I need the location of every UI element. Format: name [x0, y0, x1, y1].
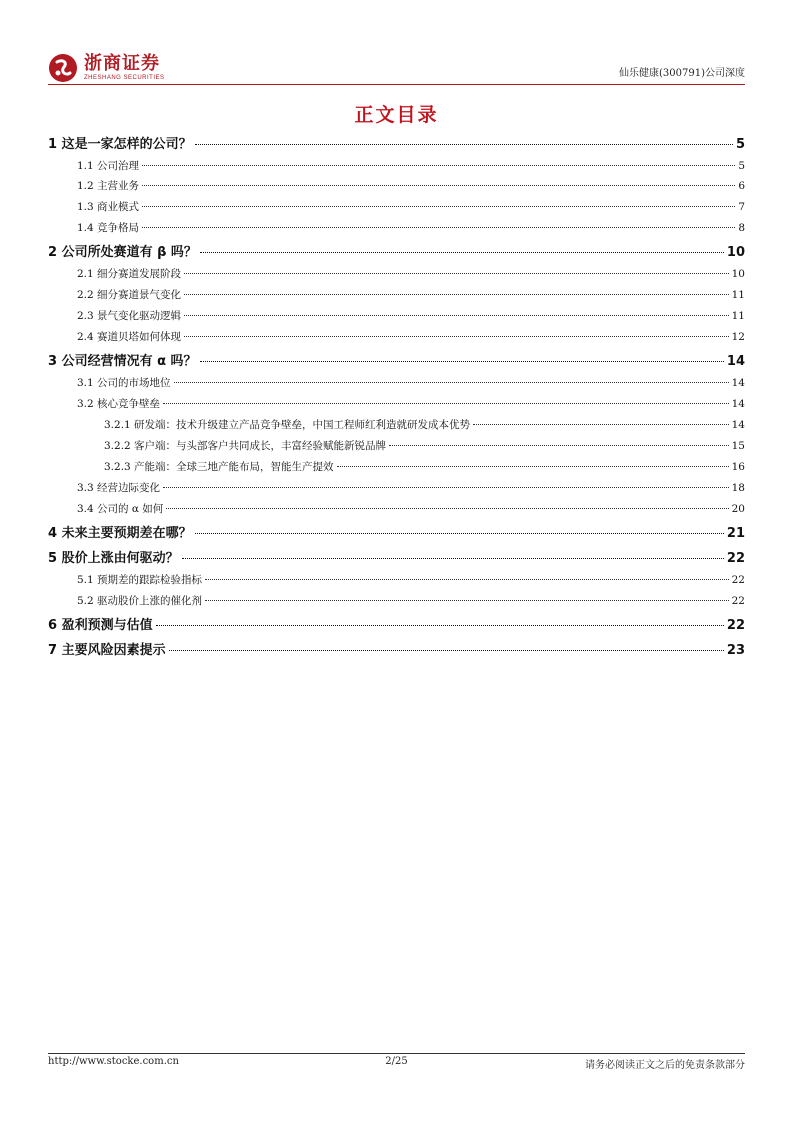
toc-page-number: 14 [726, 354, 745, 369]
page-number: 2/25 [385, 1056, 408, 1067]
toc-page-number: 16 [731, 461, 745, 473]
toc-dot-leader [142, 165, 735, 166]
toc-dot-leader [142, 206, 735, 207]
toc-dot-leader [200, 252, 724, 253]
logo-english-name: ZHESHANG SECURITIES [84, 75, 165, 81]
toc-dot-leader [389, 445, 729, 446]
toc-entry-title: 2.1 细分赛道发展阶段 [77, 268, 182, 280]
toc-subsection-entry[interactable] [48, 220, 745, 235]
toc-entry-title: 5.2 驱动股价上涨的催化剂 [77, 595, 203, 607]
toc-page-number: 14 [731, 398, 745, 410]
toc-page-number: 14 [731, 419, 745, 431]
toc-page-number: 8 [738, 222, 745, 234]
page-header [48, 50, 745, 84]
toc-entry-title: 3.4 公司的 α 如何 [77, 503, 164, 515]
toc-dot-leader [205, 579, 729, 580]
toc-page-number: 18 [731, 482, 745, 494]
toc-section-entry[interactable] [48, 522, 745, 541]
toc-entry-title: 1.1 公司治理 [77, 160, 140, 172]
toc-section-entry[interactable] [48, 547, 745, 566]
toc-dot-leader [473, 424, 729, 425]
toc-entry-title: 2 公司所处赛道有 β 吗？ [48, 245, 197, 260]
toc-subsection-entry[interactable] [48, 593, 745, 608]
toc-entry-title: 3.2.2 客户端：与头部客户共同成长，丰富经验赋能新锐品牌 [104, 440, 387, 452]
toc-dot-leader [142, 227, 735, 228]
toc-section-entry[interactable] [48, 614, 745, 633]
company-logo [48, 52, 165, 84]
footer-url-link[interactable]: http://www.stocke.com.cn [48, 1056, 179, 1067]
toc-subsection-entry[interactable] [48, 480, 745, 495]
toc-subsection-entry[interactable] [48, 266, 745, 281]
toc-subsection-entry[interactable] [48, 178, 745, 193]
toc-page-number: 22 [726, 618, 745, 633]
toc-dot-leader [156, 625, 724, 626]
toc-dot-leader [184, 336, 729, 337]
toc-subsection-entry[interactable] [48, 308, 745, 323]
toc-subsection-entry[interactable] [48, 417, 745, 432]
toc-entry-title: 1 这是一家怎样的公司？ [48, 137, 192, 152]
toc-subsection-entry[interactable] [48, 459, 745, 474]
toc-entry-title: 7 主要风险因素提示 [48, 643, 166, 658]
toc-dot-leader [200, 361, 724, 362]
toc-entry-title: 6 盈利预测与估值 [48, 618, 153, 633]
toc-dot-leader [142, 185, 735, 186]
toc-entry-title: 1.2 主营业务 [77, 180, 140, 192]
toc-dot-leader [337, 466, 729, 467]
toc-entry-title: 5 股价上涨由何驱动？ [48, 551, 179, 566]
toc-entry-title: 2.2 细分赛道景气变化 [77, 289, 182, 301]
toc-subsection-entry[interactable] [48, 572, 745, 587]
toc-subsection-entry[interactable] [48, 158, 745, 173]
toc-page-number: 20 [731, 503, 745, 515]
toc-entry-title: 3.3 经营边际变化 [77, 482, 161, 494]
footer-disclaimer: 请务必阅读正文之后的免责条款部分 [585, 1060, 745, 1071]
zheshang-logo-icon [48, 53, 78, 83]
toc-section-entry[interactable] [48, 639, 745, 658]
toc-dot-leader [184, 315, 729, 316]
toc-entry-title: 3 公司经营情况有 α 吗？ [48, 354, 197, 369]
toc-section-entry[interactable] [48, 350, 745, 369]
toc-page-number: 5 [735, 137, 745, 152]
toc-dot-leader [169, 650, 724, 651]
toc-title: 正文目录 [354, 104, 439, 126]
toc-entry-title: 1.3 商业模式 [77, 201, 140, 213]
toc-page-number: 23 [726, 643, 745, 658]
toc-dot-leader [182, 558, 724, 559]
toc-page-number: 11 [731, 310, 745, 322]
header-divider [48, 84, 745, 85]
toc-dot-leader [163, 403, 729, 404]
toc-entry-title: 2.4 赛道贝塔如何体现 [77, 331, 182, 343]
toc-page-number: 6 [738, 180, 745, 192]
toc-entry-title: 5.1 预期差的跟踪检验指标 [77, 574, 203, 586]
logo-chinese-name: 浙商证券 [84, 53, 160, 74]
toc-page-number: 15 [731, 440, 745, 452]
toc-page-number: 10 [731, 268, 745, 280]
toc-subsection-entry[interactable] [48, 329, 745, 344]
report-label: 仙乐健康(300791)公司深度 [619, 68, 745, 79]
toc-page-number: 12 [731, 331, 745, 343]
toc-page-number: 22 [731, 574, 745, 586]
toc-section-entry[interactable] [48, 241, 745, 260]
toc-subsection-entry[interactable] [48, 501, 745, 516]
toc-dot-leader [184, 273, 729, 274]
toc-subsection-entry[interactable] [48, 287, 745, 302]
toc-entry-title: 2.3 景气变化驱动逻辑 [77, 310, 182, 322]
toc-page-number: 11 [731, 289, 745, 301]
toc-page-number: 5 [738, 160, 745, 172]
toc-dot-leader [195, 533, 724, 534]
toc-section-entry[interactable] [48, 133, 745, 152]
toc-entry-title: 3.1 公司的市场地位 [77, 377, 171, 389]
toc-page-number: 22 [726, 551, 745, 566]
toc-page-number: 22 [731, 595, 745, 607]
toc-dot-leader [184, 294, 729, 295]
toc-entry-title: 3.2.3 产能端：全球三地产能布局，智能生产提效 [104, 461, 334, 473]
toc-entry-title: 4 未来主要预期差在哪？ [48, 526, 192, 541]
toc-dot-leader [195, 144, 733, 145]
toc-dot-leader [166, 508, 728, 509]
toc-subsection-entry[interactable] [48, 396, 745, 411]
toc-subsection-entry[interactable] [48, 375, 745, 390]
toc-page-number: 7 [738, 201, 745, 213]
toc-entry-title: 3.2.1 研发端：技术升级建立产品竞争壁垒，中国工程师红利造就研发成本优势 [104, 419, 471, 431]
toc-dot-leader [163, 487, 729, 488]
toc-page-number: 10 [726, 245, 745, 260]
toc-page-number: 14 [731, 377, 745, 389]
toc-subsection-entry[interactable] [48, 438, 745, 453]
toc-dot-leader [205, 600, 729, 601]
toc-page-number: 21 [726, 526, 745, 541]
footer-divider [48, 1053, 745, 1054]
toc-subsection-entry[interactable] [48, 199, 745, 214]
toc-dot-leader [174, 382, 729, 383]
toc-entry-title: 3.2 核心竞争壁垒 [77, 398, 161, 410]
toc-entry-title: 1.4 竞争格局 [77, 222, 140, 234]
